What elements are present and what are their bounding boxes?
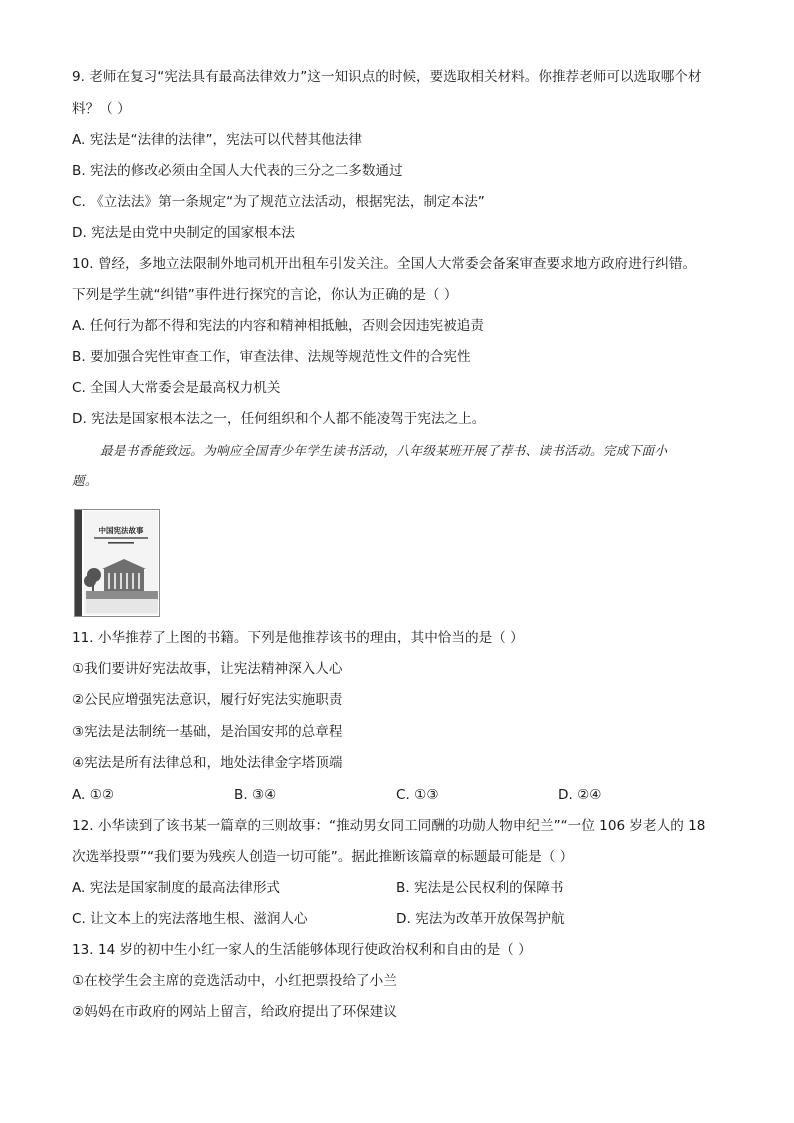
q10-option-d: D. 宪法是国家根本法之一，任何组织和个人都不能凌驾于宪法之上。	[72, 411, 486, 427]
q10-option-b: B. 要加强合宪性审查工作，审查法律、法规等规范性文件的合宪性	[72, 349, 471, 365]
q10-option-a: A. 任何行为都不得和宪法的内容和精神相抵触，否则会因违宪被追责	[72, 318, 484, 334]
q9-option-c: C. 《立法法》第一条规定“为了规范立法活动，根据宪法，制定本法”	[72, 194, 485, 210]
book-title: 中国宪法故事	[98, 526, 144, 535]
q12-option-a: A. 宪法是国家制度的最高法律形式	[72, 880, 281, 896]
q9-option-b: B. 宪法的修改必须由全国人大代表的三分之二多数通过	[72, 163, 403, 179]
q11-stem: 11. 小华推荐了上图的书籍。下列是他推荐该书的理由，其中恰当的是（ ）	[72, 630, 524, 646]
q12-option-b: B. 宪法是公民权利的保障书	[396, 880, 564, 896]
q11-statement-3: ③宪法是法制统一基础，是治国安邦的总章程	[72, 724, 343, 740]
q11-statement-1: ①我们要讲好宪法故事，让宪法精神深入人心	[72, 661, 343, 677]
q11-option-b: B. ③④	[234, 787, 277, 803]
q12-option-c: C. 让文本上的宪法落地生根、滋润人心	[72, 911, 308, 927]
q9-option-d: D. 宪法是由党中央制定的国家根本法	[72, 225, 296, 241]
intro-line1: 最是书香能致远。为响应全国青少年学生读书活动，八年级某班开展了荐书、读书活动。完成下面小	[100, 443, 668, 458]
intro-line2: 题。	[72, 473, 98, 488]
q9-stem-line1: 9. 老师在复习“宪法具有最高法律效力”这一知识点的时候，要选取相关材料。你推荐老师可以选取哪个材	[72, 69, 702, 85]
q9-option-a: A. 宪法是“法律的法律”，宪法可以代替其他法律	[72, 132, 363, 148]
q12-option-d: D. 宪法为改革开放保驾护航	[396, 911, 565, 927]
q11-statement-4: ④宪法是所有法律总和，地处法律金字塔顶端	[72, 755, 343, 771]
q9-stem-line2: 料？（ ）	[72, 101, 131, 117]
q12-stem-line2: 次选举投票”“我们要为残疾人创造一切可能”。据此推断该篇章的标题最可能是（ ）	[72, 849, 574, 865]
q10-stem-line1: 10. 曾经，多地立法限制外地司机开出租车引发关注。全国人大常委会备案审查要求地方政府进行纠错。	[72, 256, 697, 272]
q13-statement-1: ①在校学生会主席的竞选活动中，小红把票投给了小兰	[72, 973, 397, 989]
q10-option-c: C. 全国人大常委会是最高权力机关	[72, 380, 281, 396]
q11-option-d: D. ②④	[558, 787, 602, 803]
q11-option-c: C. ①③	[396, 787, 439, 803]
q11-option-a: A. ①②	[72, 787, 115, 803]
q13-stem: 13. 14 岁的初中生小红一家人的生活能够体现行使政治权利和自由的是（ ）	[72, 942, 532, 958]
q11-statement-2: ②公民应增强宪法意识，履行好宪法实施职责	[72, 692, 343, 708]
q13-statement-2: ②妈妈在市政府的网站上留言，给政府提出了环保建议	[72, 1004, 397, 1020]
book-cover-image	[74, 509, 160, 617]
q10-stem-line2: 下列是学生就“纠错”事件进行探究的言论，你认为正确的是（ ）	[72, 287, 458, 303]
q12-stem-line1: 12. 小华读到了该书某一篇章的三则故事：“推动男女同工同酬的功勋人物申纪兰”“一位 106 岁老人的 18	[72, 818, 706, 834]
